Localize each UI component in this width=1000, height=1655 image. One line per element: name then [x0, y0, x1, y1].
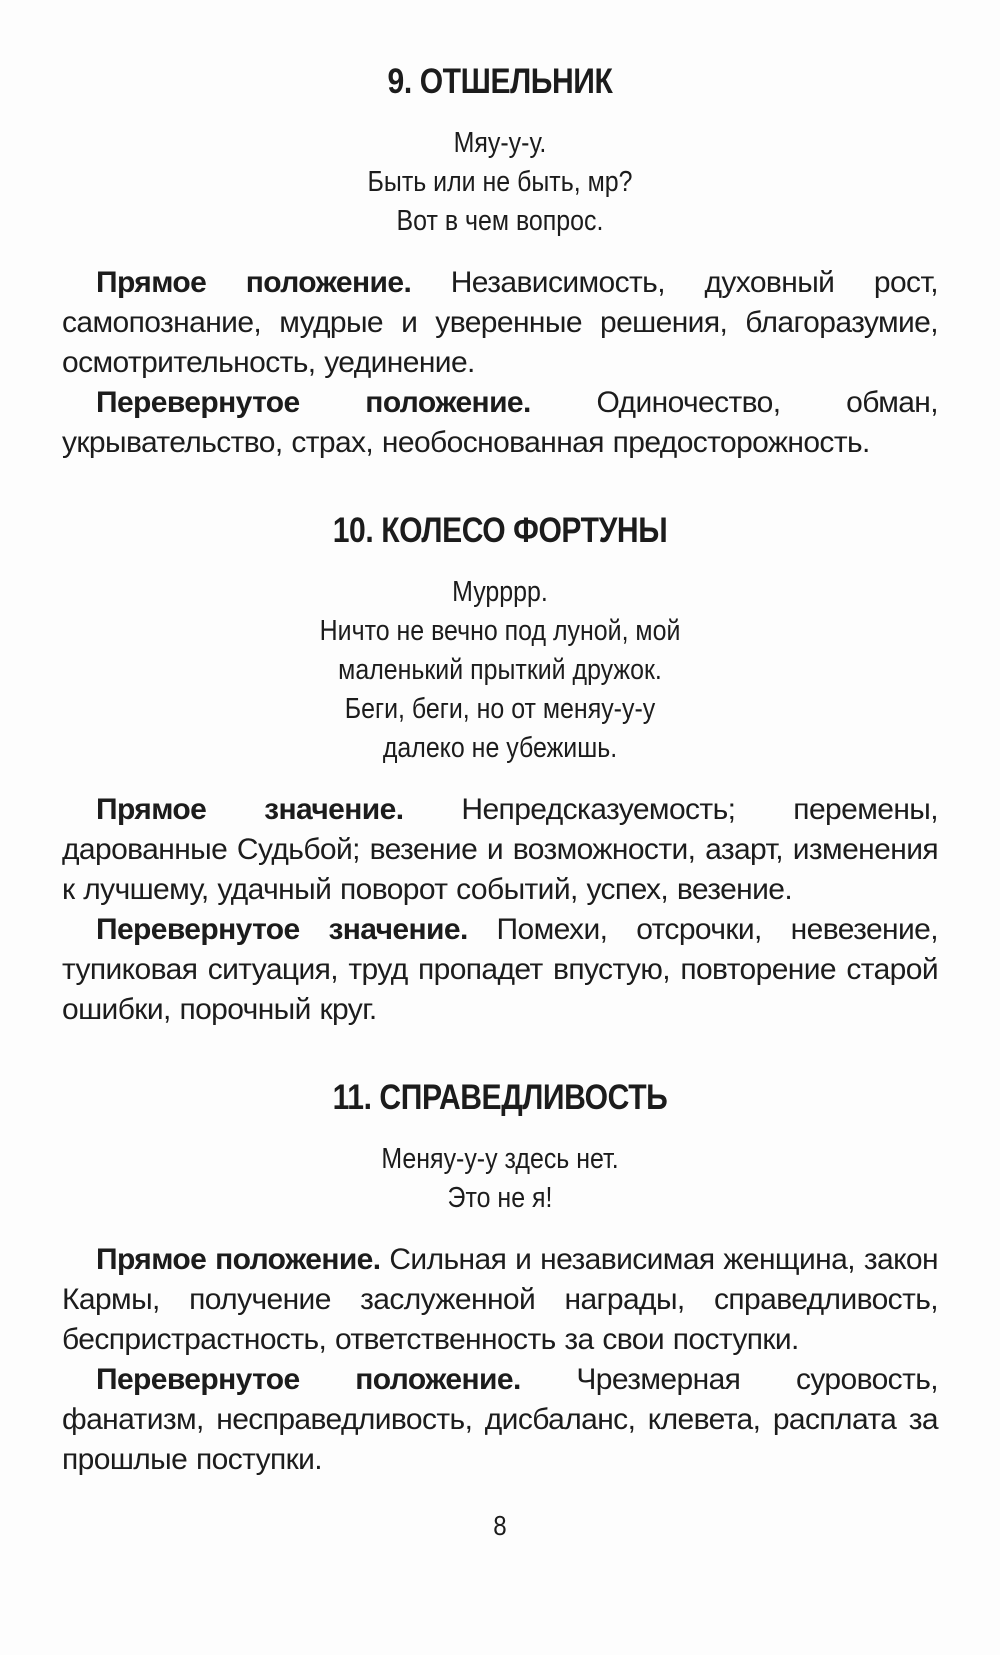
verse-line: Вот в чем вопрос.: [396, 205, 604, 237]
reversed-text: Помехи, отсрочки, невезение, тупиковая ситуация, труд пропадет впустую, повторение старой ошибки, порочный круг.: [62, 913, 938, 1026]
verse-line: Мяу-у-у.: [453, 127, 547, 159]
card-verse: [123, 1140, 876, 1218]
verse-line: Ничто не вечно под луной, мой: [319, 615, 681, 647]
reversed-meaning: [62, 383, 938, 463]
card-title: 10. КОЛЕСО ФОРТУНЫ: [332, 511, 668, 550]
verse-line: Меняу-у-у здесь нет.: [381, 1143, 619, 1175]
upright-label: Прямое значение.: [96, 793, 404, 826]
verse-line: Мурррр.: [452, 576, 548, 608]
card-justice: [62, 1070, 938, 1480]
verse-line: Беги, беги, но от меняу-у-у: [344, 693, 656, 725]
upright-text: Независимость, духовный рост, самопознание, мудрые и уверенные решения, благоразумие, осмотрительность, уединение.: [62, 266, 939, 379]
verse-line: Быть или не быть, мр?: [367, 166, 633, 198]
page-number: 8: [493, 1510, 507, 1541]
upright-text: Сильная и независимая женщина, закон Кармы, получение заслуженной награды, справедливость, беспристрастность, ответственность за свои поступки.: [62, 1243, 938, 1356]
reversed-label: Перевернутое положение.: [96, 386, 531, 419]
upright-meaning: [62, 263, 938, 383]
card-hermit: [62, 54, 938, 463]
reversed-label: Перевернутое положение.: [96, 1363, 521, 1396]
reversed-label: Перевернутое значение.: [96, 913, 468, 946]
verse-line: маленький прыткий дружок.: [338, 654, 662, 686]
reversed-meaning: [62, 910, 938, 1030]
card-wheel-of-fortune: [62, 503, 938, 1030]
reversed-text: Одиночество, обман, укрывательство, страх, необоснованная предосторожность.: [62, 386, 939, 459]
card-title: 9. ОТШЕЛЬНИК: [387, 62, 613, 101]
card-title: 11. СПРАВЕДЛИВОСТЬ: [332, 1078, 668, 1117]
upright-text: Непредсказуемость; перемены, дарованные Судьбой; везение и возможности, азарт, изменения к лучшему, удачный поворот событий, успех, везение.: [62, 793, 938, 906]
upright-label: Прямое положение.: [96, 266, 412, 299]
verse-line: далеко не убежишь.: [382, 732, 618, 764]
verse-line: Это не я!: [447, 1182, 553, 1214]
card-verse: [123, 124, 876, 241]
reversed-meaning: [62, 1360, 938, 1480]
reversed-text: Чрезмерная суровость, фанатизм, несправедливость, дисбаланс, клевета, расплата за прошлые поступки.: [62, 1363, 938, 1476]
upright-meaning: [62, 790, 938, 910]
upright-label: Прямое положение.: [96, 1243, 381, 1276]
card-verse: [123, 573, 876, 768]
upright-meaning: [62, 1240, 938, 1360]
